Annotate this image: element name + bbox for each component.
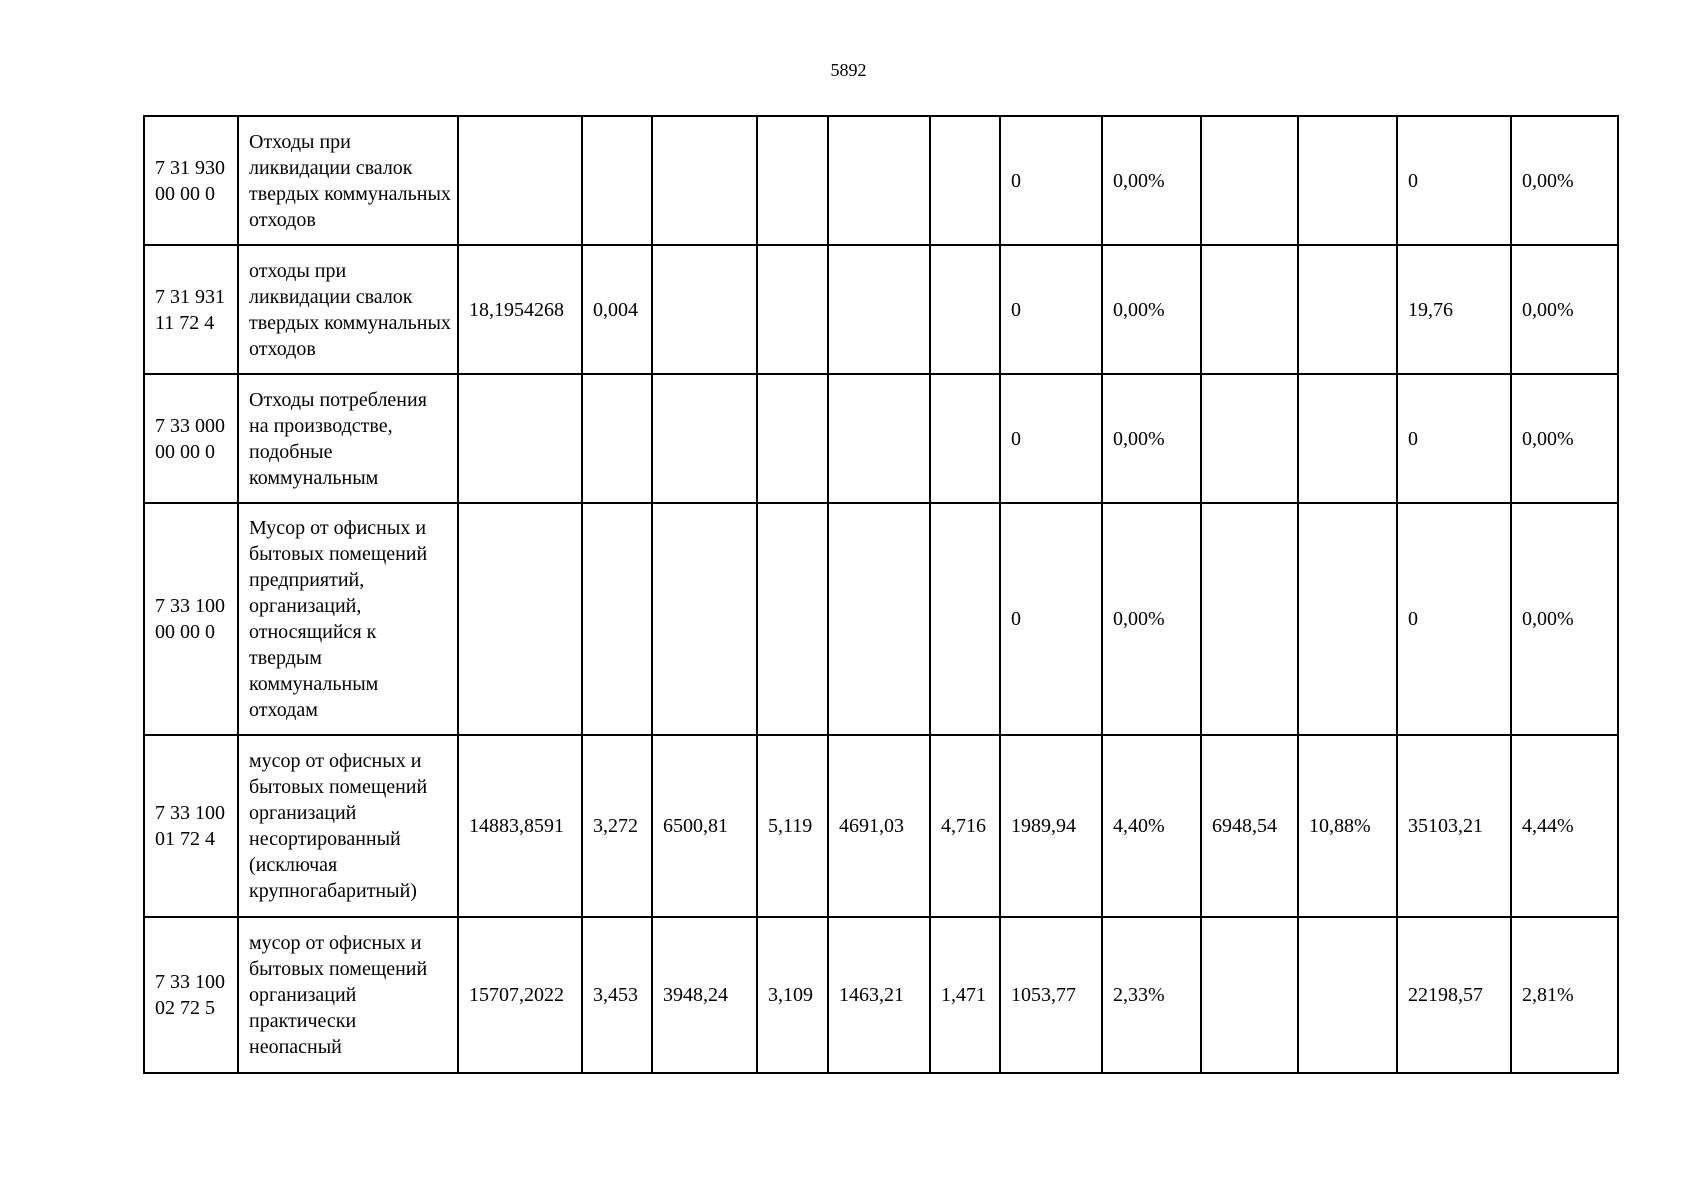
value-cell: 0 (1397, 503, 1511, 735)
value-cell: 3,453 (582, 917, 652, 1073)
waste-name-cell: Отходы потребления на производстве, подобные коммунальным (238, 374, 458, 503)
percent-cell (1298, 374, 1397, 503)
table-row (144, 374, 1618, 503)
value-cell: 0 (1000, 503, 1102, 735)
value-cell: 15707,2022 (458, 917, 582, 1073)
waste-code-cell: 7 33 100 00 00 0 (144, 503, 238, 735)
table-row (144, 503, 1618, 735)
percent-cell: 10,88% (1298, 735, 1397, 917)
value-cell (757, 503, 828, 735)
percent-cell (1298, 917, 1397, 1073)
value-cell (582, 374, 652, 503)
value-cell: 1989,94 (1000, 735, 1102, 917)
table-row (144, 245, 1618, 374)
value-cell: 1053,77 (1000, 917, 1102, 1073)
page-number: 5892 (830, 60, 867, 80)
value-cell (757, 116, 828, 245)
percent-cell: 0,00% (1511, 503, 1618, 735)
percent-cell: 0,00% (1102, 116, 1201, 245)
value-cell (828, 503, 930, 735)
percent-cell: 0,00% (1102, 245, 1201, 374)
value-cell (1201, 245, 1298, 374)
percent-cell: 0,00% (1102, 503, 1201, 735)
value-cell: 3,272 (582, 735, 652, 917)
waste-code-cell: 7 33 000 00 00 0 (144, 374, 238, 503)
value-cell: 1,471 (930, 917, 1000, 1073)
value-cell: 18,1954268 (458, 245, 582, 374)
value-cell: 6948,54 (1201, 735, 1298, 917)
value-cell: 19,76 (1397, 245, 1511, 374)
value-cell: 6500,81 (652, 735, 757, 917)
value-cell: 4,716 (930, 735, 1000, 917)
value-cell (458, 116, 582, 245)
value-cell: 0 (1000, 374, 1102, 503)
waste-name-cell: отходы при ликвидации свалок твердых коммунальных отходов (238, 245, 458, 374)
value-cell (652, 503, 757, 735)
value-cell: 0 (1397, 116, 1511, 245)
percent-cell (1298, 245, 1397, 374)
percent-cell: 4,44% (1511, 735, 1618, 917)
value-cell (757, 245, 828, 374)
percent-cell: 0,00% (1102, 374, 1201, 503)
value-cell: 5,119 (757, 735, 828, 917)
table-row (144, 735, 1618, 917)
value-cell (930, 245, 1000, 374)
table-row (144, 116, 1618, 245)
value-cell (582, 503, 652, 735)
percent-cell (1298, 116, 1397, 245)
value-cell (930, 503, 1000, 735)
value-cell: 3,109 (757, 917, 828, 1073)
percent-cell: 0,00% (1511, 374, 1618, 503)
value-cell (458, 503, 582, 735)
value-cell: 3948,24 (652, 917, 757, 1073)
value-cell (652, 245, 757, 374)
value-cell: 22198,57 (1397, 917, 1511, 1073)
value-cell (652, 116, 757, 245)
value-cell: 0 (1397, 374, 1511, 503)
value-cell (1201, 374, 1298, 503)
waste-table (143, 115, 1619, 1074)
percent-cell: 4,40% (1102, 735, 1201, 917)
value-cell (458, 374, 582, 503)
percent-cell (1298, 503, 1397, 735)
value-cell (930, 116, 1000, 245)
value-cell: 0 (1000, 245, 1102, 374)
waste-code-cell: 7 31 931 11 72 4 (144, 245, 238, 374)
value-cell (582, 116, 652, 245)
percent-cell: 0,00% (1511, 245, 1618, 374)
value-cell (828, 374, 930, 503)
value-cell: 1463,21 (828, 917, 930, 1073)
table-row (144, 917, 1618, 1073)
value-cell (1201, 116, 1298, 245)
waste-name-cell: мусор от офисных и бытовых помещений организаций несортированный (исключая крупногабаритный) (238, 735, 458, 917)
value-cell: 0 (1000, 116, 1102, 245)
waste-name-cell: мусор от офисных и бытовых помещений организаций практически неопасный (238, 917, 458, 1073)
percent-cell: 2,33% (1102, 917, 1201, 1073)
waste-name-cell: Мусор от офисных и бытовых помещений предприятий, организаций, относящийся к твердым коммунальным отходам (238, 503, 458, 735)
value-cell (828, 116, 930, 245)
value-cell (930, 374, 1000, 503)
value-cell (757, 374, 828, 503)
value-cell (652, 374, 757, 503)
value-cell: 35103,21 (1397, 735, 1511, 917)
value-cell: 14883,8591 (458, 735, 582, 917)
percent-cell: 2,81% (1511, 917, 1618, 1073)
value-cell (1201, 503, 1298, 735)
waste-name-cell: Отходы при ликвидации свалок твердых коммунальных отходов (238, 116, 458, 245)
waste-code-cell: 7 33 100 01 72 4 (144, 735, 238, 917)
value-cell: 0,004 (582, 245, 652, 374)
value-cell: 4691,03 (828, 735, 930, 917)
percent-cell: 0,00% (1511, 116, 1618, 245)
value-cell (828, 245, 930, 374)
waste-code-cell: 7 33 100 02 72 5 (144, 917, 238, 1073)
value-cell (1201, 917, 1298, 1073)
waste-code-cell: 7 31 930 00 00 0 (144, 116, 238, 245)
